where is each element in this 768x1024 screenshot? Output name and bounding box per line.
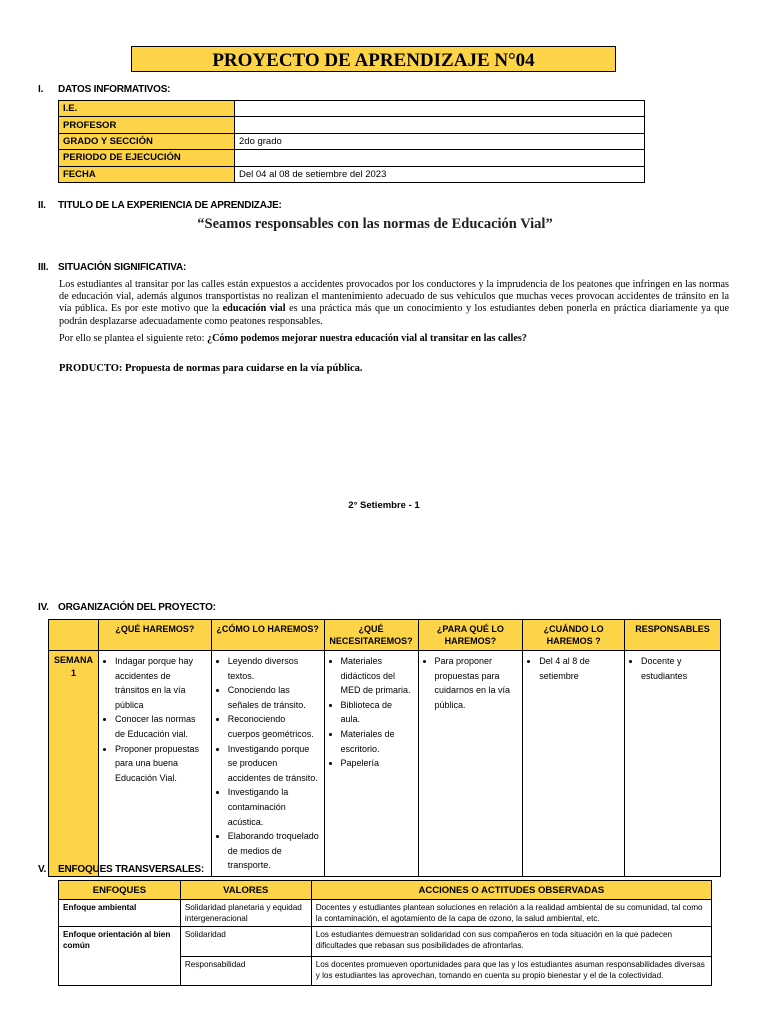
info-label: PERIODO DE EJECUCIÓN — [59, 150, 235, 166]
accion-cell: Los estudiantes demuestran solidaridad con sus compañeros en toda situación en la que padecen dificultades que rebasan sus posibilidades de afrontarlas. — [311, 927, 711, 957]
org-header-como: ¿CÓMO LO HAREMOS? — [211, 620, 324, 651]
list-item: • Proponer propuestas para una buena Educación Vial. — [115, 742, 207, 786]
list-item: • Del 4 al 8 de setiembre — [539, 654, 620, 683]
info-row — [59, 101, 645, 117]
list-item: • Leyendo diversos textos. — [228, 654, 320, 683]
list-item: • Investigando la contaminación acústica. — [228, 785, 320, 829]
list-item: • Conociendo las señales de tránsito. — [228, 683, 320, 712]
list-item: • Indagar porque hay accidentes de tránsitos en la vía pública — [115, 654, 207, 712]
org-header-para-que: ¿PARA QUÉ LO HAREMOS? — [418, 620, 523, 651]
list-item: • Materiales de escritorio. — [341, 727, 414, 756]
section-3-title: SITUACIÓN SIGNIFICATIVA: — [58, 262, 187, 273]
org-header-necesitaremos: ¿QUÉ NECESITAREMOS? — [324, 620, 418, 651]
info-label: FECHA — [59, 166, 235, 182]
situation-paragraph — [59, 279, 729, 328]
info-row — [59, 150, 645, 166]
section-4-heading — [38, 602, 216, 613]
accion-cell: Los docentes promueven oportunidades para que las y los estudiantes asuman responsabilidades diversas y los estudiantes las aprovechan, tomando en cuenta su propio bienestar y el de la colectividad. — [311, 957, 711, 986]
list-item: • Papelería — [341, 756, 414, 771]
necesitaremos-cell — [324, 651, 418, 877]
list-item: • Docente y estudiantes — [641, 654, 716, 683]
org-header-row — [49, 620, 721, 651]
enfoques-header-row — [59, 881, 712, 900]
info-value — [235, 101, 645, 117]
section-3-number: III. — [38, 262, 49, 273]
section-2-heading — [38, 200, 282, 211]
info-value: Del 04 al 08 de setiembre del 2023 — [235, 166, 645, 182]
situation-text-end: es una práctica más que un conocimiento y los estudiantes deben ponerla en práctica diariamente ya que podrán desplazarse adecuadamente como peatones responsables. — [59, 303, 729, 327]
org-header-que: ¿QUÉ HAREMOS? — [98, 620, 211, 651]
table-row — [59, 900, 712, 927]
section-3-heading — [38, 262, 186, 273]
valor-cell: Solidaridad — [180, 927, 311, 957]
section-4-number: IV. — [38, 602, 49, 613]
para-que-cell — [418, 651, 523, 877]
situation-text-start: Los estudiantes al transitar por las calles están expuestos a accidentes provocados por los conductores y la imprudencia de los peatones que infringen en las normas de educación vial, además algunos transportistas no realizan el mantenimiento adecuado de sus vehículos que muchas veces provocan accidentes de tránsito en la vía pública. Es por este motivo que la — [59, 279, 729, 315]
org-week-row — [49, 651, 721, 877]
valores-header: VALORES — [180, 881, 311, 900]
list-item: • Para proponer propuestas para cuidarnos en la vía pública. — [435, 654, 519, 712]
enfoque-cell: Enfoque orientación al bien común — [59, 927, 181, 986]
info-label: PROFESOR — [59, 117, 235, 133]
enfoques-header: ENFOQUES — [59, 881, 181, 900]
info-label: GRADO Y SECCIÓN — [59, 133, 235, 149]
week-label: SEMANA 1 — [49, 651, 99, 877]
accion-cell: Docentes y estudiantes plantean soluciones en relación a la realidad ambiental de su comunidad, tal como la contaminación, el agotamiento de la capa de ozono, la salud ambiental, etc. — [311, 900, 711, 927]
valor-cell: Solidaridad planetaria y equidad intergeneracional — [180, 900, 311, 927]
responsables-cell — [625, 651, 721, 877]
valor-cell: Responsabilidad — [180, 957, 311, 986]
section-2-number: II. — [38, 200, 46, 211]
org-header-responsables: RESPONSABLES — [625, 620, 721, 651]
org-header-empty — [49, 620, 99, 651]
section-4-title: ORGANIZACIÓN DEL PROYECTO: — [58, 602, 216, 613]
experience-title: “Seamos responsables con las normas de Educación Vial” — [197, 216, 553, 232]
info-value: 2do grado — [235, 133, 645, 149]
list-item: • Materiales didácticos del MED de primaria. — [341, 654, 414, 698]
info-row — [59, 166, 645, 182]
info-table — [58, 100, 645, 183]
section-5-number: V. — [38, 864, 47, 875]
document-title: PROYECTO DE APRENDIZAJE N°04 — [131, 46, 616, 72]
section-5-title: ENFOQUES TRANSVERSALES: — [58, 864, 204, 875]
table-row — [59, 927, 712, 957]
challenge-question: ¿Cómo podemos mejorar nuestra educación vial al transitar en las calles? — [206, 333, 527, 344]
info-row — [59, 117, 645, 133]
challenge-line — [59, 333, 729, 345]
list-item: • Biblioteca de aula. — [341, 698, 414, 727]
section-2-title: TITULO DE LA EXPERIENCIA DE APRENDIZAJE: — [58, 200, 282, 211]
section-1-number: I. — [38, 84, 44, 95]
org-header-cuando: ¿CUÁNDO LO HAREMOS ? — [523, 620, 625, 651]
page-marker: 2° Setiembre - 1 — [348, 500, 420, 511]
project-organization-table — [48, 619, 721, 877]
section-5-heading — [38, 864, 204, 875]
como-cell — [211, 651, 324, 877]
enfoque-cell: Enfoque ambiental — [59, 900, 181, 927]
cuando-cell — [523, 651, 625, 877]
info-label: I.E. — [59, 101, 235, 117]
acciones-header: ACCIONES O ACTITUDES OBSERVADAS — [311, 881, 711, 900]
info-value — [235, 150, 645, 166]
que-cell — [98, 651, 211, 877]
info-row — [59, 133, 645, 149]
list-item: • Elaborando troquelado de medios de transporte. — [228, 829, 320, 873]
enfoques-table — [58, 880, 712, 986]
product-line: PRODUCTO: Propuesta de normas para cuidarse en la vía pública. — [59, 363, 363, 374]
section-1-heading — [38, 84, 170, 95]
info-value — [235, 117, 645, 133]
situation-bold-term: educación vial — [222, 303, 286, 315]
list-item: • Conocer las normas de Educación vial. — [115, 712, 207, 741]
challenge-intro: Por ello se plantea el siguiente reto: — [59, 333, 207, 344]
list-item: • Reconociendo cuerpos geométricos. — [228, 712, 320, 741]
list-item: • Investigando porque se producen accidentes de tránsito. — [228, 742, 320, 786]
section-1-title: DATOS INFORMATIVOS: — [58, 84, 171, 95]
